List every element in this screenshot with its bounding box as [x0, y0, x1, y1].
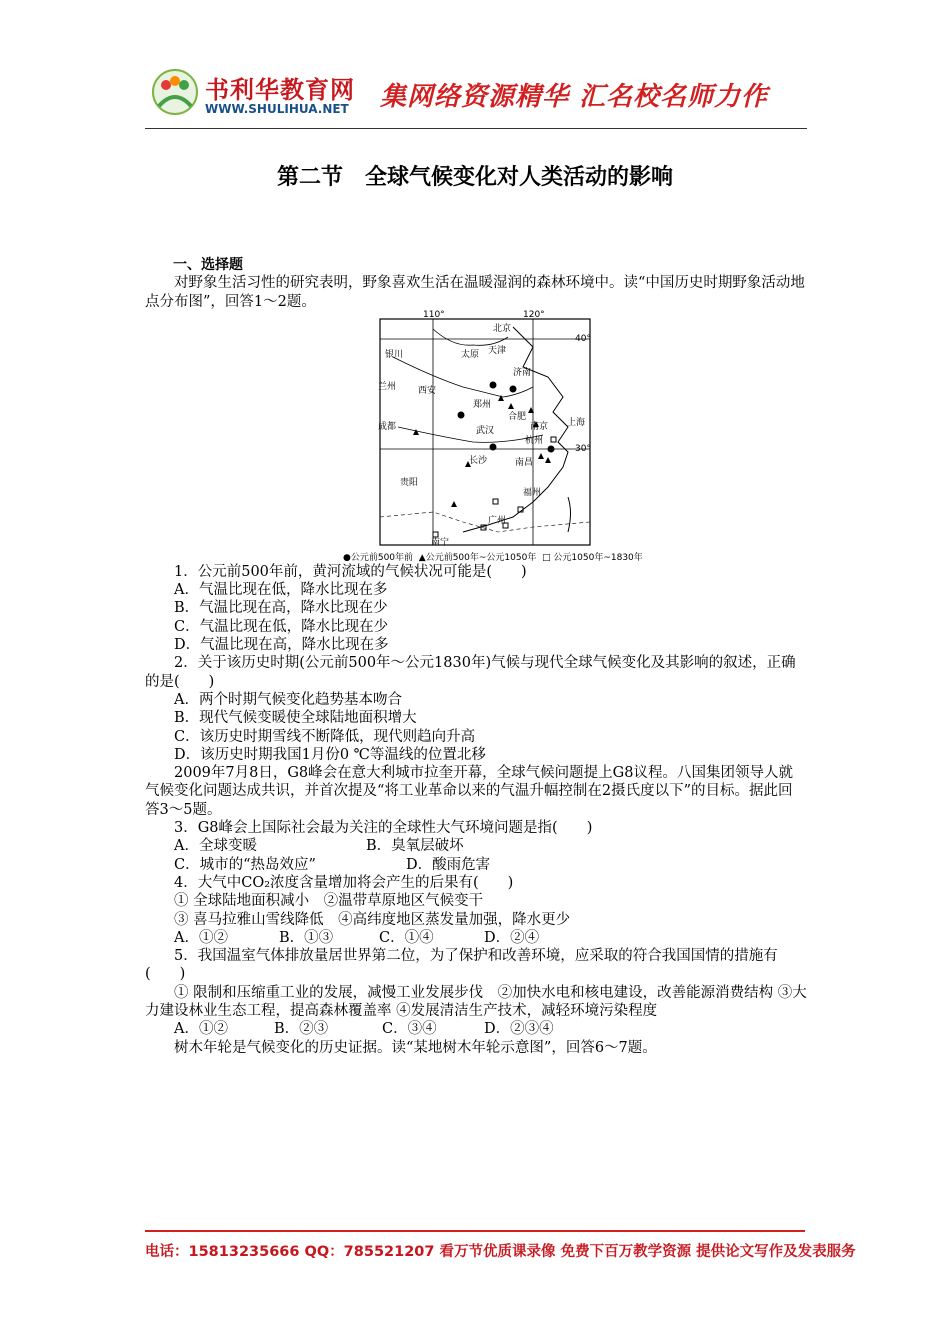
city-label: 上海 — [567, 417, 586, 428]
q4-options — [145, 929, 807, 947]
q4-statement-line: ③ 喜马拉雅山雪线降低 ④高纬度地区蒸发量加强，降水更少 — [174, 911, 571, 928]
brand-logo-icon — [151, 68, 199, 116]
city-label: 济南 — [513, 367, 532, 378]
city-label: 广州 — [488, 515, 507, 526]
document-body — [145, 256, 807, 1057]
city-label: 兰州 — [378, 381, 397, 392]
q4-statement-line: ① 全球陆地面积减小 ②温带草原地区气候变干 — [174, 893, 484, 910]
lat-label-30: 30° — [575, 443, 591, 454]
q5-options — [145, 1020, 807, 1038]
city-label: 福州 — [523, 487, 542, 498]
q5-option: A．①② — [174, 1021, 228, 1038]
city-label: 太原 — [461, 349, 480, 360]
q3-stem: 3．G8峰会上国际社会最为关注的全球性大气环境问题是指( ) — [174, 820, 593, 837]
page-footer: 电话：15813235666 QQ：785521207 看万节优质课录像 免费下百万教学资源 提供论文写作及发表服务 — [145, 1244, 856, 1260]
header-slogan: 集网络资源精华 汇名校名师力作 — [380, 82, 769, 112]
q4-stem: 4．大气中CO₂浓度含量增加将会产生的后果有( ) — [174, 874, 514, 891]
city-label: 长沙 — [469, 455, 488, 466]
city-label: 北京 — [493, 323, 512, 334]
q5-option: C．③④ — [382, 1021, 437, 1038]
q5-option: D．②③④ — [484, 1021, 554, 1038]
city-label: 西安 — [418, 385, 437, 396]
q2-option: D．该历史时期我国1月份0 ℃等温线的位置北移 — [174, 746, 486, 763]
q2-option: A．两个时期气候变化趋势基本吻合 — [174, 691, 402, 708]
city-label: 银川 — [385, 349, 404, 360]
q4-option: B．①③ — [279, 929, 334, 946]
intro-paragraph-2: 2009年7月8日，G8峰会在意大利城市拉奎开幕，全球气候问题提上G8议程。八国集团领导人就气候变化问题达成共识，并首次提及“将工业革命以来的气温升幅控制在2摄氏度以下”的目标。据此回答3～5题。 — [145, 765, 793, 818]
q3-option: D．酸雨危害 — [406, 856, 491, 873]
q4-option: A．①② — [174, 929, 228, 946]
q1-option: B．气温比现在高，降水比现在少 — [174, 600, 388, 617]
q5-body: ① 限制和压缩重工业的发展，减慢工业发展步伐 ②加快水电和核电建设，改善能源消费结构 ③大力建设林业生态工程，提高森林覆盖率 ④发展清洁生产技术，减轻环境污染程度 — [145, 984, 807, 1020]
legend-item: □ 公元1050年~1830年 — [542, 552, 643, 563]
legend-item: ●公元前500年前 — [343, 552, 414, 563]
brand-name: 书利华教育网 — [205, 76, 355, 104]
intro-paragraph-1: 对野象生活习性的研究表明，野象喜欢生活在温暖湿润的森林环境中。读“中国历史时期野象活动地点分布图”，回答1～2题。 — [145, 275, 805, 310]
q2-stem: 2．关于该历史时期(公元前500年～公元1830年)气候与现代全球气候变化及其影响的叙述，正确的是( ) — [145, 655, 796, 690]
q1-option: D．气温比现在高，降水比现在多 — [174, 637, 389, 654]
q1-option: C．气温比现在低，降水比现在少 — [174, 618, 389, 635]
q2-option: C．该历史时期雪线不断降低，现代则趋向升高 — [174, 728, 476, 745]
q5-option: B．②③ — [274, 1021, 329, 1038]
map-legend — [343, 549, 643, 567]
city-label: 南宁 — [431, 537, 450, 548]
q1-stem: 1．公元前500年前，黄河流域的气候状况可能是( ) — [174, 563, 527, 580]
page-header — [145, 62, 807, 129]
q2-option: B．现代气候变暖使全球陆地面积增大 — [174, 710, 417, 727]
legend-item: ▲公元前500年~公元1050年 — [418, 552, 537, 563]
city-label: 天津 — [488, 345, 507, 356]
lon-label-110: 110° — [423, 309, 445, 320]
lon-label-120: 120° — [523, 309, 545, 320]
lat-label-40: 40° — [575, 333, 591, 344]
q3-option: C．城市的“热岛效应” — [174, 856, 316, 873]
q3-options-row-2 — [145, 856, 807, 874]
q4-option: D．②④ — [484, 929, 540, 946]
q1-option: A．气温比现在低，降水比现在多 — [174, 582, 388, 599]
intro-paragraph-3: 树木年轮是气候变化的历史证据。读“某地树木年轮示意图”，回答6～7题。 — [174, 1039, 657, 1056]
page-title: 第二节 全球气候变化对人类活动的影响 — [276, 165, 673, 190]
q3-options-row-1 — [145, 837, 807, 855]
q3-option: B．臭氧层破坏 — [366, 838, 464, 855]
q3-option: A．全球变暖 — [174, 838, 257, 855]
city-label: 武汉 — [476, 425, 495, 436]
city-label: 贵阳 — [400, 477, 419, 488]
city-label: 郑州 — [473, 399, 492, 410]
map-figure — [145, 309, 807, 563]
city-label: 杭州 — [525, 435, 544, 446]
city-label: 南京 — [530, 421, 549, 432]
city-label: 合肥 — [508, 411, 527, 422]
city-label: 南昌 — [515, 457, 534, 468]
q5-stem: 5．我国温室气体排放量居世界第二位，为了保护和改善环境，应采取的符合我国国情的措施有( ) — [145, 948, 778, 983]
footer-divider — [145, 1230, 805, 1232]
section-label: 一、选择题 — [173, 257, 243, 273]
brand-url: WWW.SHULIHUA.NET — [205, 102, 349, 116]
city-label: 成都 — [378, 421, 397, 432]
elephant-distribution-map — [373, 309, 598, 549]
q4-option: C．①④ — [379, 929, 434, 946]
